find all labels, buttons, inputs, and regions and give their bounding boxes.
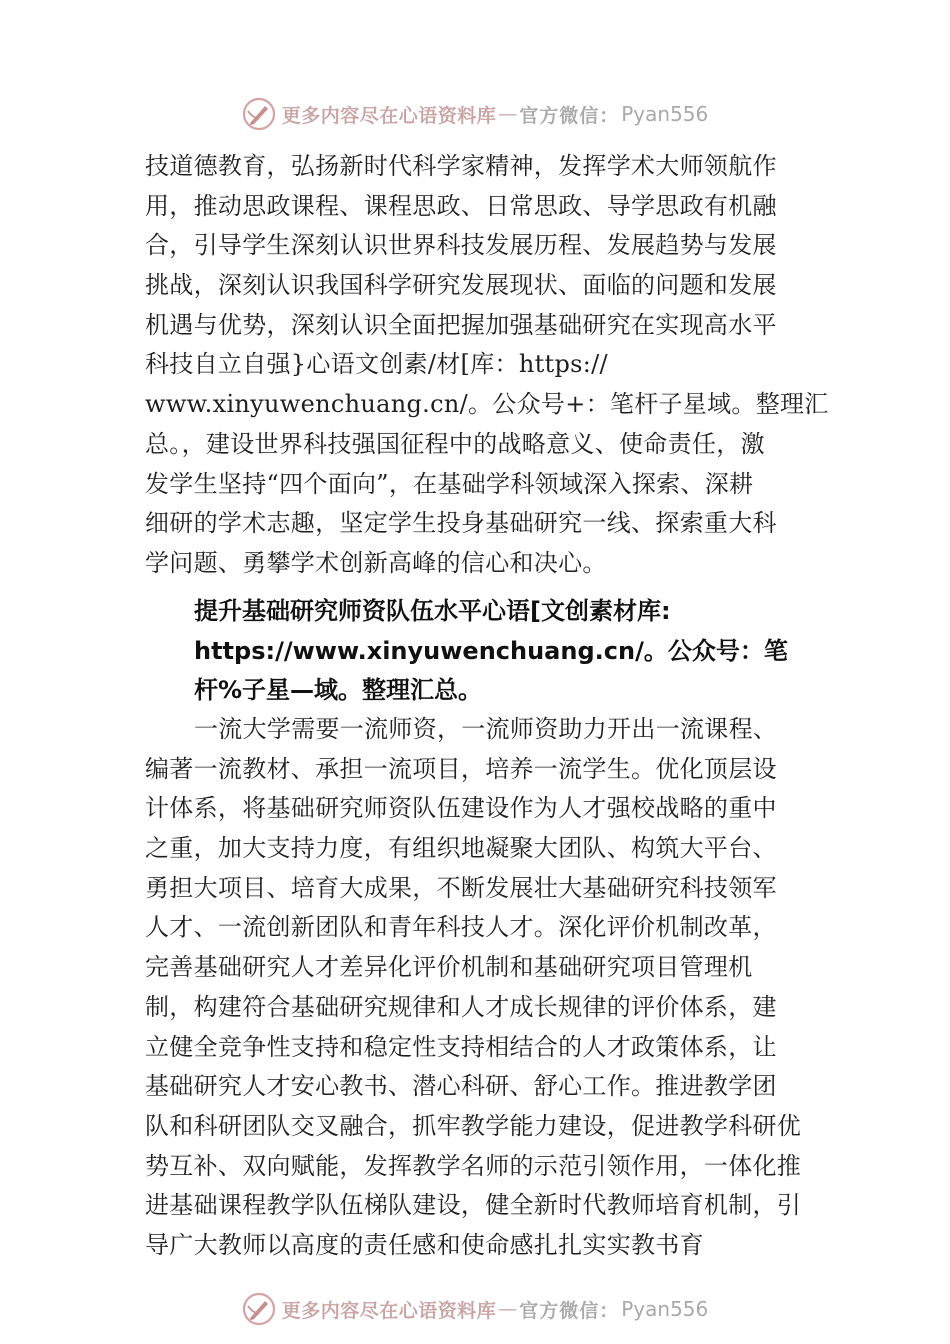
text-line: 导广大教师以高度的责任感和使命感扎扎实实教书育 xyxy=(145,1230,704,1259)
text-line: 发学生坚持“四个面向”，在基础学科领域深入探索、深耕 xyxy=(145,469,754,498)
banner-separator: — xyxy=(498,1298,518,1320)
section-heading xyxy=(194,592,854,711)
heading-line: https://www.xinyuwenchuang.cn/。公众号：笔 xyxy=(194,636,788,665)
text-line: 完善基础研究人才差异化评价机制和基础研究项目管理机 xyxy=(145,953,753,982)
banner-wechat-label: 官方微信： xyxy=(519,104,620,127)
heading-line: 提升基础研究师资队伍水平心语[文创素材库: xyxy=(194,597,671,625)
text-line: 基础研究人才安心教书、潜心科研、舒心工作。推进教学团 xyxy=(145,1072,777,1101)
text-line: 技道德教育，弘扬新时代科学家精神，发挥学术大师领航作 xyxy=(145,152,777,180)
text-line: 计体系，将基础研究师资队伍建设作为人才强校战略的重中 xyxy=(145,794,777,823)
text-line: www.xinyuwenchuang.cn/。公众号+：笔杆子星域。整理汇 xyxy=(145,390,829,419)
banner-wechat-id: Pyan556 xyxy=(621,102,709,126)
banner-separator: — xyxy=(498,103,518,125)
text-line: 队和科研团队交叉融合，抓牢教学能力建设，促进教学科研优 xyxy=(145,1111,802,1140)
banner-wechat-label: 官方微信： xyxy=(519,1299,620,1322)
footer-banner xyxy=(0,1287,950,1331)
text-line: 机遇与优势，深刻认识全面把握加强基础研究在实现高水平 xyxy=(145,310,777,339)
header-banner xyxy=(0,92,950,136)
banner-wechat-id: Pyan556 xyxy=(621,1297,709,1321)
text-line: 科技自立自强}心语文创素/材[库：https:// xyxy=(145,350,608,379)
text-line: 一流大学需要一流师资，一流师资助力开出一流课程、 xyxy=(194,715,778,743)
heading-line: 杆%子星—域。整理汇总。 xyxy=(194,676,483,705)
text-line: 进基础课程教学队伍梯队建设，健全新时代教师培育机制，引 xyxy=(145,1191,802,1220)
text-line: 总。，建设世界科技强国征程中的战略意义、使命责任，激 xyxy=(145,429,765,458)
text-line: 编著一流教材、承担一流项目，培养一流学生。优化顶层设 xyxy=(145,754,777,783)
pen-logo-icon xyxy=(242,1292,276,1326)
banner-main-text: 更多内容尽在心语资料库 xyxy=(281,104,497,127)
text-line: 细研的学术志趣，坚定学生投身基础研究一线、探索重大科 xyxy=(145,509,777,538)
text-line: 制，构建符合基础研究规律和人才成长规律的评价体系，建 xyxy=(145,992,777,1021)
text-line: 用，推动思政课程、课程思政、日常思政、导学思政有机融 xyxy=(145,191,777,220)
text-line: 立健全竞争性支持和稳定性支持相结合的人才政策体系，让 xyxy=(145,1032,777,1061)
banner-main-text: 更多内容尽在心语资料库 xyxy=(281,1299,497,1322)
paragraph-2 xyxy=(145,710,845,1266)
text-line: 之重，加大支持力度，有组织地凝聚大团队、构筑大平台、 xyxy=(145,834,777,863)
text-line: 势互补、双向赋能，发挥教学名师的示范引领作用，一体化推 xyxy=(145,1151,802,1180)
pen-logo-icon xyxy=(242,97,276,131)
text-line: 人才、一流创新团队和青年科技人才。深化评价机制改革， xyxy=(145,913,777,942)
text-line: 勇担大项目、培育大成果，不断发展壮大基础研究科技领军 xyxy=(145,873,777,902)
paragraph-1 xyxy=(145,147,845,584)
text-line: 合，引导学生深刻认识世界科技发展历程、发展趋势与发展 xyxy=(145,231,777,260)
text-line: 学问题、勇攀学术创新高峰的信心和决心。 xyxy=(145,548,607,577)
text-line: 挑战，深刻认识我国科学研究发展现状、面临的问题和发展 xyxy=(145,271,777,300)
